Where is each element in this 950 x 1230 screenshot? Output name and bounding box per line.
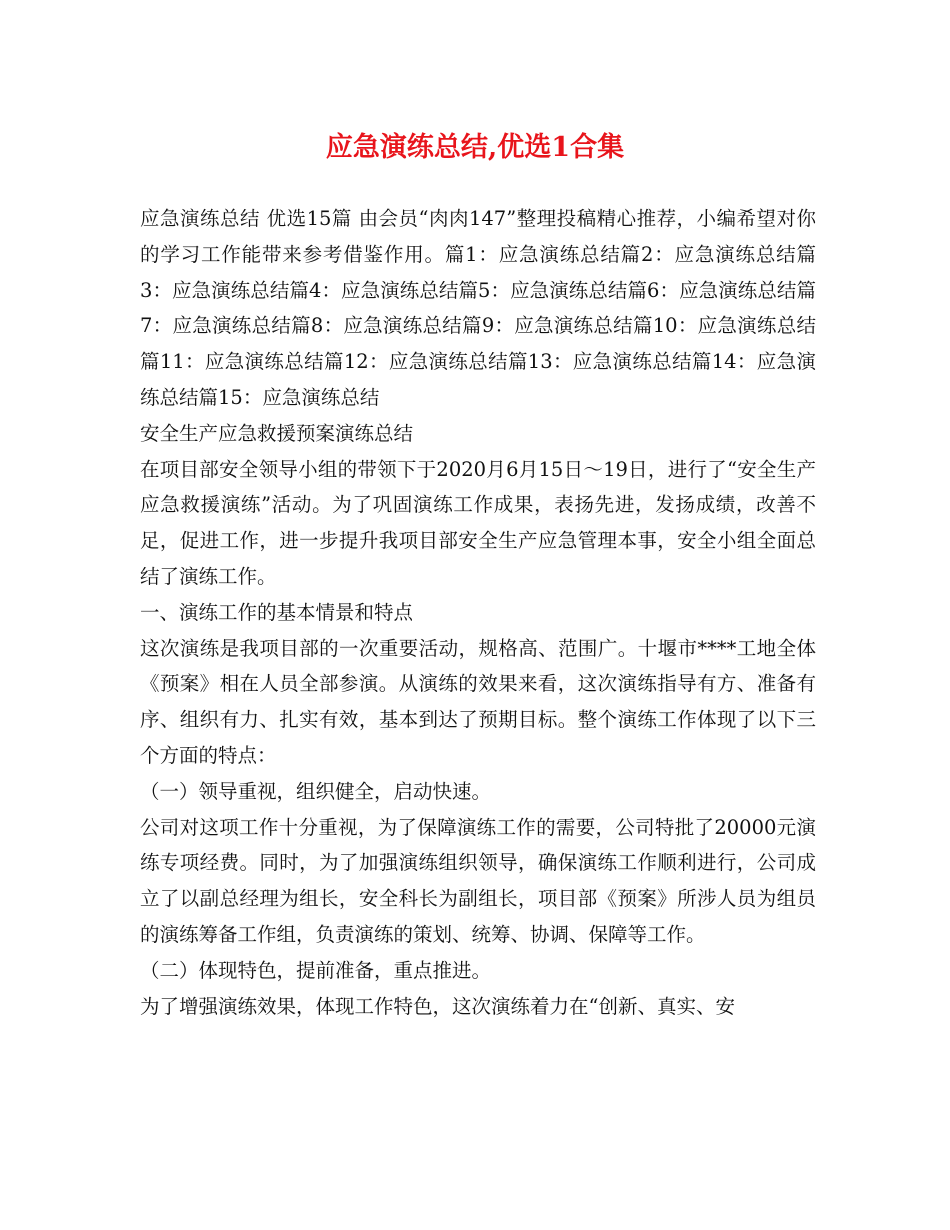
paragraph-heading-plan: 安全生产应急救援预案演练总结 bbox=[140, 421, 414, 445]
section-heading-1: 一、演练工作的基本情景和特点 bbox=[140, 600, 414, 624]
subheading-2: （二）体现特色，提前准备，重点推进。 bbox=[140, 958, 492, 982]
paragraph-section-1: 这次演练是我项目部的一次重要活动，规格高、范围广。十堰市****工地全体《预案》相在人员全部参演。从演练的效果来看，这次演练指导有方、准备有序、组织有力、扎实有效，基本到达了预期目标。整个演练工作体现了以下三个方面的特点： bbox=[140, 636, 816, 767]
paragraph-intro: 应急演练总结 优选15篇 由会员“肉肉147”整理投稿精心推荐，小编希望对你的学习工作能带来参考借鉴作用。篇1：应急演练总结篇2：应急演练总结篇3：应急演练总结篇4：应急演练总结篇5：应急演练总结篇6：应急演练总结篇7：应急演练总结篇8：应急演练总结篇9：应急演练总结篇10：应急演练总结篇11：应急演练总结篇12：应急演练总结篇13：应急演练总结篇14：应急演练总结篇15：应急演练总结 bbox=[140, 207, 816, 409]
document-body bbox=[140, 201, 816, 1024]
document-title: 应急演练总结,优选1合集 bbox=[325, 132, 625, 163]
paragraph-overview: 在项目部安全领导小组的带领下于2020月6月15日～19日，进行了“安全生产应急救援演练”活动。为了巩固演练工作成果，表扬先进，发扬成绩，改善不足，促进工作，进一步提升我项目部安全生产应急管理本事，安全小组全面总结了演练工作。 bbox=[140, 457, 816, 588]
subheading-1: （一）领导重视，组织健全，启动快速。 bbox=[140, 779, 492, 803]
paragraph-subsection-1: 公司对这项工作十分重视，为了保障演练工作的需要，公司特批了20000元演练专项经费。同时，为了加强演练组织领导，确保演练工作顺利进行，公司成立了以副总经理为组长，安全科长为副组长，项目部《预案》所涉人员为组员的演练筹备工作组，负责演练的策划、统筹、协调、保障等工作。 bbox=[140, 815, 816, 946]
paragraph-subsection-2: 为了增强演练效果，体现工作特色，这次演练着力在“创新、真实、安 bbox=[140, 994, 735, 1018]
